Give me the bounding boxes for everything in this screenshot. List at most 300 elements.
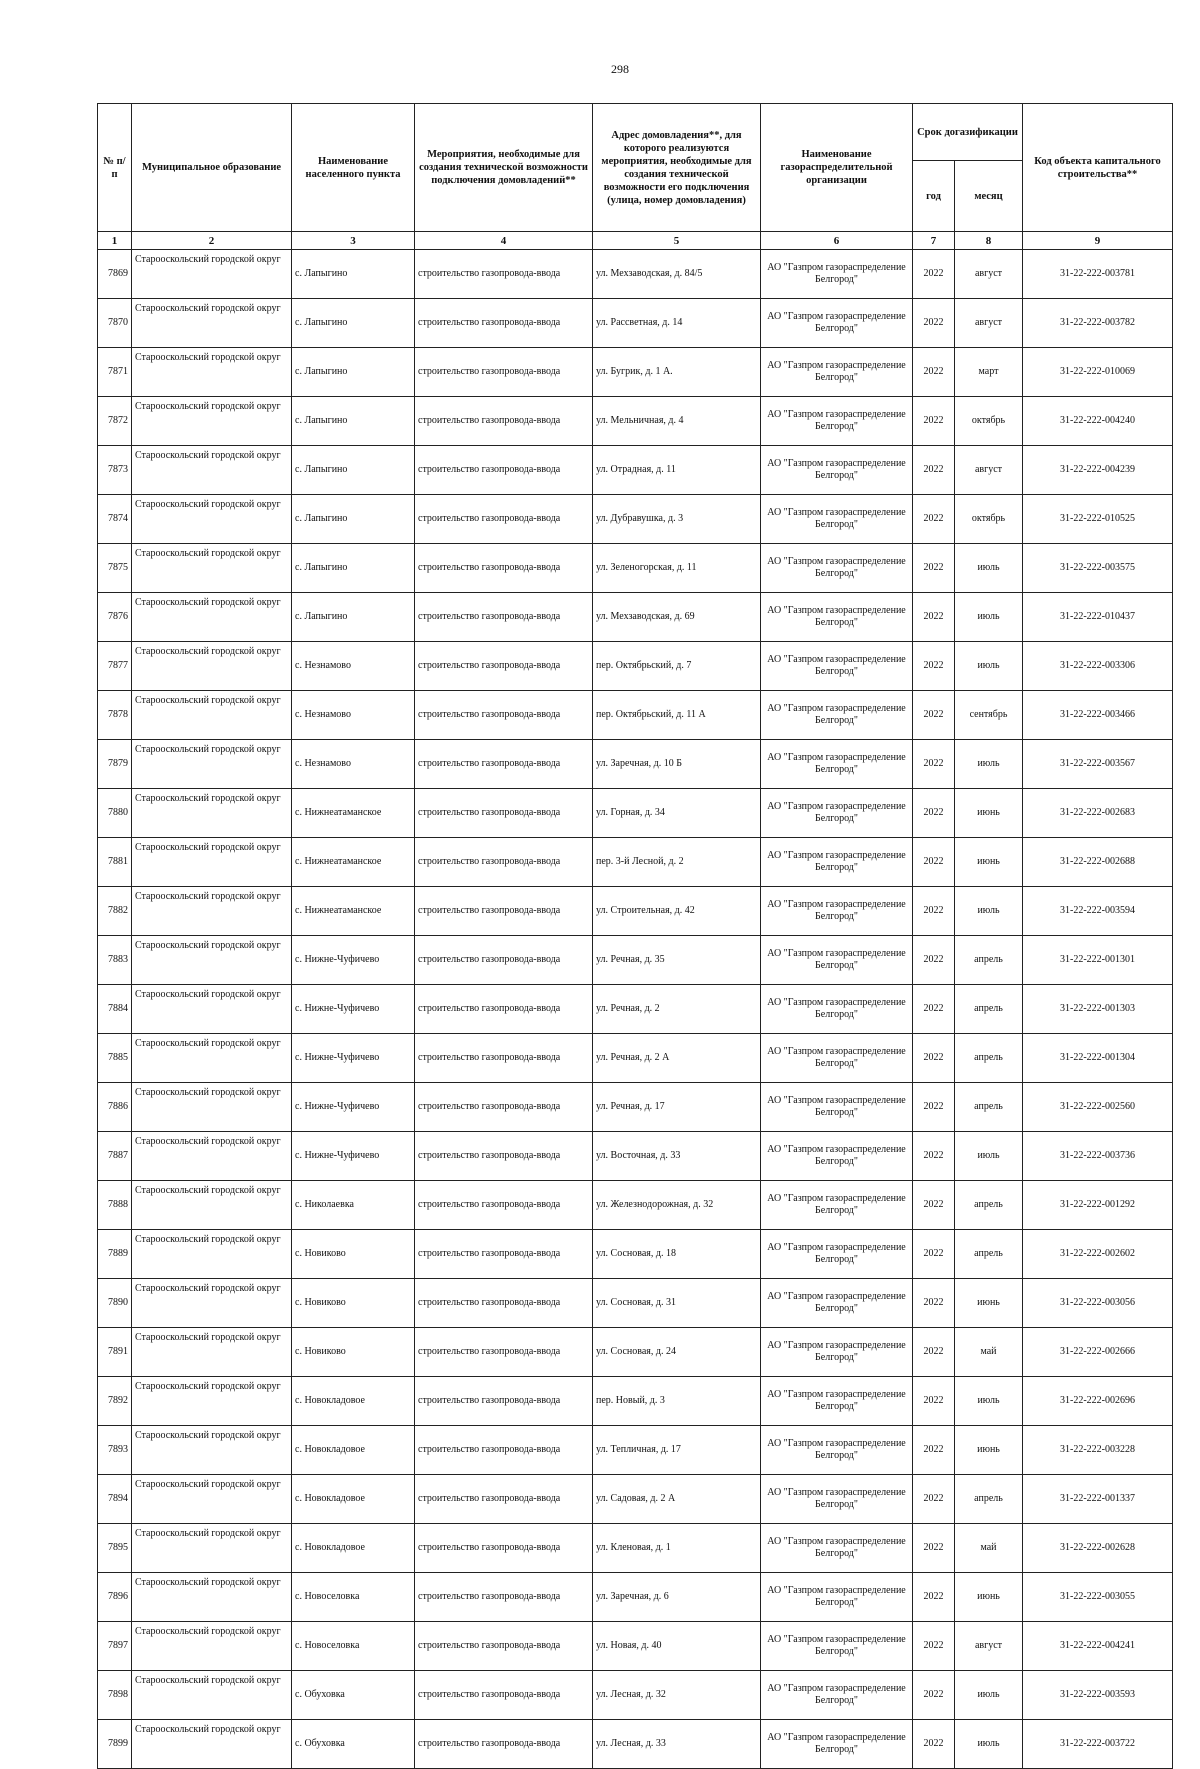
table-row: [98, 1230, 1173, 1279]
settlement-cell: с. Нижнеатаманское: [292, 838, 415, 887]
address-cell: ул. Заречная, д. 6: [593, 1573, 761, 1622]
table-row: [98, 740, 1173, 789]
organization-cell: АО "Газпром газораспределение Белгород": [761, 789, 913, 838]
month-cell: октябрь: [955, 397, 1023, 446]
row-number: 7896: [98, 1573, 132, 1622]
row-number: 7884: [98, 985, 132, 1034]
settlement-cell: с. Новокладовое: [292, 1524, 415, 1573]
year-cell: 2022: [913, 1132, 955, 1181]
organization-cell: АО "Газпром газораспределение Белгород": [761, 544, 913, 593]
table-row: [98, 789, 1173, 838]
month-cell: июль: [955, 1671, 1023, 1720]
works-cell: строительство газопровода-ввода: [415, 936, 593, 985]
column-number: 9: [1023, 232, 1173, 250]
organization-cell: АО "Газпром газораспределение Белгород": [761, 838, 913, 887]
settlement-cell: с. Незнамово: [292, 642, 415, 691]
row-number: 7886: [98, 1083, 132, 1132]
works-cell: строительство газопровода-ввода: [415, 1328, 593, 1377]
table-row: [98, 691, 1173, 740]
organization-cell: АО "Газпром газораспределение Белгород": [761, 1426, 913, 1475]
year-cell: 2022: [913, 1181, 955, 1230]
municipality-cell: Старооскольский городской округ: [132, 1181, 292, 1230]
month-cell: июль: [955, 544, 1023, 593]
table-row: [98, 936, 1173, 985]
address-cell: ул. Рассветная, д. 14: [593, 299, 761, 348]
object-code-cell: 31-22-222-003593: [1023, 1671, 1173, 1720]
object-code-cell: 31-22-222-003228: [1023, 1426, 1173, 1475]
works-cell: строительство газопровода-ввода: [415, 593, 593, 642]
column-number: 5: [593, 232, 761, 250]
organization-cell: АО "Газпром газораспределение Белгород": [761, 887, 913, 936]
object-code-cell: 31-22-222-002628: [1023, 1524, 1173, 1573]
municipality-cell: Старооскольский городской округ: [132, 1083, 292, 1132]
row-number: 7898: [98, 1671, 132, 1720]
organization-cell: АО "Газпром газораспределение Белгород": [761, 299, 913, 348]
object-code-cell: 31-22-222-001303: [1023, 985, 1173, 1034]
table-row: [98, 1377, 1173, 1426]
year-cell: 2022: [913, 397, 955, 446]
year-cell: 2022: [913, 1720, 955, 1769]
address-cell: ул. Речная, д. 2 А: [593, 1034, 761, 1083]
row-number: 7875: [98, 544, 132, 593]
works-cell: строительство газопровода-ввода: [415, 642, 593, 691]
row-number: 7874: [98, 495, 132, 544]
object-code-cell: 31-22-222-003722: [1023, 1720, 1173, 1769]
address-cell: ул. Речная, д. 17: [593, 1083, 761, 1132]
works-cell: строительство газопровода-ввода: [415, 397, 593, 446]
year-cell: 2022: [913, 1279, 955, 1328]
row-number: 7881: [98, 838, 132, 887]
row-number: 7876: [98, 593, 132, 642]
works-cell: строительство газопровода-ввода: [415, 1083, 593, 1132]
object-code-cell: 31-22-222-003306: [1023, 642, 1173, 691]
row-number: 7889: [98, 1230, 132, 1279]
year-cell: 2022: [913, 495, 955, 544]
month-cell: август: [955, 250, 1023, 299]
table-row: [98, 495, 1173, 544]
address-cell: ул. Мехзаводская, д. 84/5: [593, 250, 761, 299]
header-address: Адрес домовладения**, для которого реализуются мероприятия, необходимые для создания технической возможности его подключения (улица, номер домовладения): [593, 104, 761, 232]
settlement-cell: с. Нижне-Чуфичево: [292, 1083, 415, 1132]
row-number: 7888: [98, 1181, 132, 1230]
object-code-cell: 31-22-222-002602: [1023, 1230, 1173, 1279]
organization-cell: АО "Газпром газораспределение Белгород": [761, 642, 913, 691]
address-cell: ул. Лесная, д. 33: [593, 1720, 761, 1769]
object-code-cell: 31-22-222-003056: [1023, 1279, 1173, 1328]
works-cell: строительство газопровода-ввода: [415, 1132, 593, 1181]
organization-cell: АО "Газпром газораспределение Белгород": [761, 1230, 913, 1279]
table-row: [98, 1524, 1173, 1573]
organization-cell: АО "Газпром газораспределение Белгород": [761, 740, 913, 789]
municipality-cell: Старооскольский городской округ: [132, 789, 292, 838]
address-cell: ул. Бугрик, д. 1 А.: [593, 348, 761, 397]
address-cell: пер. 3-й Лесной, д. 2: [593, 838, 761, 887]
object-code-cell: 31-22-222-003736: [1023, 1132, 1173, 1181]
address-cell: ул. Зеленогорская, д. 11: [593, 544, 761, 593]
address-cell: ул. Лесная, д. 32: [593, 1671, 761, 1720]
organization-cell: АО "Газпром газораспределение Белгород": [761, 397, 913, 446]
month-cell: июнь: [955, 838, 1023, 887]
address-cell: ул. Горная, д. 34: [593, 789, 761, 838]
address-cell: ул. Речная, д. 35: [593, 936, 761, 985]
header-deadline: Срок догазификации: [913, 104, 1023, 161]
organization-cell: АО "Газпром газораспределение Белгород": [761, 1671, 913, 1720]
row-number: 7879: [98, 740, 132, 789]
settlement-cell: с. Незнамово: [292, 691, 415, 740]
table-row: [98, 838, 1173, 887]
year-cell: 2022: [913, 887, 955, 936]
address-cell: ул. Кленовая, д. 1: [593, 1524, 761, 1573]
works-cell: строительство газопровода-ввода: [415, 1475, 593, 1524]
settlement-cell: с. Лапыгино: [292, 593, 415, 642]
address-cell: ул. Восточная, д. 33: [593, 1132, 761, 1181]
year-cell: 2022: [913, 593, 955, 642]
column-number-row: [98, 232, 1173, 250]
year-cell: 2022: [913, 1524, 955, 1573]
table-row: [98, 985, 1173, 1034]
municipality-cell: Старооскольский городской округ: [132, 446, 292, 495]
municipality-cell: Старооскольский городской округ: [132, 1279, 292, 1328]
month-cell: август: [955, 446, 1023, 495]
object-code-cell: 31-22-222-001292: [1023, 1181, 1173, 1230]
settlement-cell: с. Новоселовка: [292, 1622, 415, 1671]
municipality-cell: Старооскольский городской округ: [132, 642, 292, 691]
works-cell: строительство газопровода-ввода: [415, 1524, 593, 1573]
works-cell: строительство газопровода-ввода: [415, 495, 593, 544]
table-row: [98, 1034, 1173, 1083]
municipality-cell: Старооскольский городской округ: [132, 1622, 292, 1671]
month-cell: март: [955, 348, 1023, 397]
works-cell: строительство газопровода-ввода: [415, 348, 593, 397]
row-number: 7882: [98, 887, 132, 936]
address-cell: ул. Речная, д. 2: [593, 985, 761, 1034]
row-number: 7871: [98, 348, 132, 397]
settlement-cell: с. Николаевка: [292, 1181, 415, 1230]
municipality-cell: Старооскольский городской округ: [132, 985, 292, 1034]
year-cell: 2022: [913, 1573, 955, 1622]
organization-cell: АО "Газпром газораспределение Белгород": [761, 1622, 913, 1671]
works-cell: строительство газопровода-ввода: [415, 1720, 593, 1769]
table-row: [98, 1475, 1173, 1524]
month-cell: май: [955, 1524, 1023, 1573]
table-row: [98, 250, 1173, 299]
month-cell: июль: [955, 642, 1023, 691]
header-municipality: Муниципальное образование: [132, 104, 292, 232]
object-code-cell: 31-22-222-010437: [1023, 593, 1173, 642]
address-cell: пер. Октябрьский, д. 7: [593, 642, 761, 691]
month-cell: октябрь: [955, 495, 1023, 544]
municipality-cell: Старооскольский городской округ: [132, 1377, 292, 1426]
row-number: 7869: [98, 250, 132, 299]
settlement-cell: с. Новиково: [292, 1230, 415, 1279]
month-cell: сентябрь: [955, 691, 1023, 740]
object-code-cell: 31-22-222-002560: [1023, 1083, 1173, 1132]
settlement-cell: с. Лапыгино: [292, 250, 415, 299]
year-cell: 2022: [913, 789, 955, 838]
year-cell: 2022: [913, 642, 955, 691]
row-number: 7872: [98, 397, 132, 446]
year-cell: 2022: [913, 1377, 955, 1426]
table-row: [98, 1181, 1173, 1230]
municipality-cell: Старооскольский городской округ: [132, 1671, 292, 1720]
object-code-cell: 31-22-222-004241: [1023, 1622, 1173, 1671]
address-cell: ул. Дубравушка, д. 3: [593, 495, 761, 544]
settlement-cell: с. Новокладовое: [292, 1426, 415, 1475]
year-cell: 2022: [913, 1426, 955, 1475]
object-code-cell: 31-22-222-002683: [1023, 789, 1173, 838]
table-body: [98, 250, 1173, 1769]
row-number: 7885: [98, 1034, 132, 1083]
year-cell: 2022: [913, 1083, 955, 1132]
municipality-cell: Старооскольский городской округ: [132, 1328, 292, 1377]
month-cell: июль: [955, 1720, 1023, 1769]
month-cell: апрель: [955, 985, 1023, 1034]
year-cell: 2022: [913, 1622, 955, 1671]
row-number: 7878: [98, 691, 132, 740]
header-num: № п/п: [98, 104, 132, 232]
settlement-cell: с. Новиково: [292, 1279, 415, 1328]
month-cell: август: [955, 1622, 1023, 1671]
object-code-cell: 31-22-222-003466: [1023, 691, 1173, 740]
settlement-cell: с. Новокладовое: [292, 1377, 415, 1426]
row-number: 7877: [98, 642, 132, 691]
year-cell: 2022: [913, 936, 955, 985]
organization-cell: АО "Газпром газораспределение Белгород": [761, 1132, 913, 1181]
address-cell: ул. Отрадная, д. 11: [593, 446, 761, 495]
month-cell: июнь: [955, 1279, 1023, 1328]
month-cell: апрель: [955, 1181, 1023, 1230]
organization-cell: АО "Газпром газораспределение Белгород": [761, 250, 913, 299]
organization-cell: АО "Газпром газораспределение Белгород": [761, 593, 913, 642]
address-cell: ул. Мельничная, д. 4: [593, 397, 761, 446]
municipality-cell: Старооскольский городской округ: [132, 593, 292, 642]
month-cell: апрель: [955, 936, 1023, 985]
table-row: [98, 1573, 1173, 1622]
settlement-cell: с. Нижнеатаманское: [292, 887, 415, 936]
settlement-cell: с. Лапыгино: [292, 397, 415, 446]
address-cell: ул. Строительная, д. 42: [593, 887, 761, 936]
address-cell: ул. Сосновая, д. 24: [593, 1328, 761, 1377]
works-cell: строительство газопровода-ввода: [415, 1181, 593, 1230]
column-number: 4: [415, 232, 593, 250]
table-row: [98, 593, 1173, 642]
month-cell: апрель: [955, 1034, 1023, 1083]
object-code-cell: 31-22-222-002666: [1023, 1328, 1173, 1377]
municipality-cell: Старооскольский городской округ: [132, 348, 292, 397]
address-cell: ул. Сосновая, д. 18: [593, 1230, 761, 1279]
month-cell: июль: [955, 740, 1023, 789]
address-cell: ул. Заречная, д. 10 Б: [593, 740, 761, 789]
row-number: 7893: [98, 1426, 132, 1475]
column-number: 1: [98, 232, 132, 250]
object-code-cell: 31-22-222-001337: [1023, 1475, 1173, 1524]
column-number: 2: [132, 232, 292, 250]
municipality-cell: Старооскольский городской округ: [132, 1426, 292, 1475]
month-cell: апрель: [955, 1475, 1023, 1524]
gasification-table: [97, 103, 1173, 1769]
works-cell: строительство газопровода-ввода: [415, 1426, 593, 1475]
address-cell: пер. Новый, д. 3: [593, 1377, 761, 1426]
row-number: 7897: [98, 1622, 132, 1671]
header-row: [98, 104, 1173, 161]
works-cell: строительство газопровода-ввода: [415, 1377, 593, 1426]
settlement-cell: с. Новоселовка: [292, 1573, 415, 1622]
organization-cell: АО "Газпром газораспределение Белгород": [761, 446, 913, 495]
settlement-cell: с. Нижне-Чуфичево: [292, 1034, 415, 1083]
settlement-cell: с. Лапыгино: [292, 299, 415, 348]
address-cell: ул. Тепличная, д. 17: [593, 1426, 761, 1475]
municipality-cell: Старооскольский городской округ: [132, 1475, 292, 1524]
object-code-cell: 31-22-222-003594: [1023, 887, 1173, 936]
row-number: 7894: [98, 1475, 132, 1524]
object-code-cell: 31-22-222-001304: [1023, 1034, 1173, 1083]
address-cell: ул. Мехзаводская, д. 69: [593, 593, 761, 642]
settlement-cell: с. Нижне-Чуфичево: [292, 1132, 415, 1181]
table-row: [98, 1328, 1173, 1377]
settlement-cell: с. Обуховка: [292, 1720, 415, 1769]
row-number: 7883: [98, 936, 132, 985]
row-number: 7880: [98, 789, 132, 838]
header-month: месяц: [955, 161, 1023, 232]
organization-cell: АО "Газпром газораспределение Белгород": [761, 936, 913, 985]
year-cell: 2022: [913, 838, 955, 887]
month-cell: июль: [955, 593, 1023, 642]
organization-cell: АО "Газпром газораспределение Белгород": [761, 348, 913, 397]
municipality-cell: Старооскольский городской округ: [132, 936, 292, 985]
works-cell: строительство газопровода-ввода: [415, 1622, 593, 1671]
row-number: 7870: [98, 299, 132, 348]
header-settlement: Наименование населенного пункта: [292, 104, 415, 232]
table-row: [98, 397, 1173, 446]
municipality-cell: Старооскольский городской округ: [132, 1573, 292, 1622]
table-row: [98, 348, 1173, 397]
row-number: 7895: [98, 1524, 132, 1573]
works-cell: строительство газопровода-ввода: [415, 1230, 593, 1279]
settlement-cell: с. Нижне-Чуфичево: [292, 985, 415, 1034]
works-cell: строительство газопровода-ввода: [415, 691, 593, 740]
year-cell: 2022: [913, 740, 955, 789]
year-cell: 2022: [913, 1230, 955, 1279]
header-year: год: [913, 161, 955, 232]
works-cell: строительство газопровода-ввода: [415, 1671, 593, 1720]
table-row: [98, 1720, 1173, 1769]
works-cell: строительство газопровода-ввода: [415, 299, 593, 348]
object-code-cell: 31-22-222-010525: [1023, 495, 1173, 544]
object-code-cell: 31-22-222-003055: [1023, 1573, 1173, 1622]
object-code-cell: 31-22-222-002696: [1023, 1377, 1173, 1426]
object-code-cell: 31-22-222-004239: [1023, 446, 1173, 495]
address-cell: ул. Сосновая, д. 31: [593, 1279, 761, 1328]
settlement-cell: с. Лапыгино: [292, 495, 415, 544]
municipality-cell: Старооскольский городской округ: [132, 544, 292, 593]
row-number: 7899: [98, 1720, 132, 1769]
year-cell: 2022: [913, 250, 955, 299]
row-number: 7887: [98, 1132, 132, 1181]
year-cell: 2022: [913, 544, 955, 593]
works-cell: строительство газопровода-ввода: [415, 985, 593, 1034]
organization-cell: АО "Газпром газораспределение Белгород": [761, 691, 913, 740]
organization-cell: АО "Газпром газораспределение Белгород": [761, 1475, 913, 1524]
column-number: 6: [761, 232, 913, 250]
works-cell: строительство газопровода-ввода: [415, 740, 593, 789]
row-number: 7873: [98, 446, 132, 495]
municipality-cell: Старооскольский городской округ: [132, 397, 292, 446]
organization-cell: АО "Газпром газораспределение Белгород": [761, 1279, 913, 1328]
month-cell: июль: [955, 1132, 1023, 1181]
object-code-cell: 31-22-222-003575: [1023, 544, 1173, 593]
organization-cell: АО "Газпром газораспределение Белгород": [761, 495, 913, 544]
settlement-cell: с. Новиково: [292, 1328, 415, 1377]
works-cell: строительство газопровода-ввода: [415, 446, 593, 495]
year-cell: 2022: [913, 299, 955, 348]
table-row: [98, 1132, 1173, 1181]
address-cell: ул. Садовая, д. 2 А: [593, 1475, 761, 1524]
works-cell: строительство газопровода-ввода: [415, 789, 593, 838]
works-cell: строительство газопровода-ввода: [415, 1573, 593, 1622]
year-cell: 2022: [913, 691, 955, 740]
row-number: 7892: [98, 1377, 132, 1426]
municipality-cell: Старооскольский городской округ: [132, 495, 292, 544]
organization-cell: АО "Газпром газораспределение Белгород": [761, 1720, 913, 1769]
year-cell: 2022: [913, 1475, 955, 1524]
works-cell: строительство газопровода-ввода: [415, 887, 593, 936]
table-row: [98, 1426, 1173, 1475]
month-cell: май: [955, 1328, 1023, 1377]
municipality-cell: Старооскольский городской округ: [132, 1132, 292, 1181]
municipality-cell: Старооскольский городской округ: [132, 1524, 292, 1573]
table-row: [98, 299, 1173, 348]
year-cell: 2022: [913, 985, 955, 1034]
month-cell: июнь: [955, 1573, 1023, 1622]
row-number: 7890: [98, 1279, 132, 1328]
table-row: [98, 1622, 1173, 1671]
table-row: [98, 887, 1173, 936]
municipality-cell: Старооскольский городской округ: [132, 299, 292, 348]
works-cell: строительство газопровода-ввода: [415, 544, 593, 593]
settlement-cell: с. Лапыгино: [292, 446, 415, 495]
object-code-cell: 31-22-222-003781: [1023, 250, 1173, 299]
table-row: [98, 1279, 1173, 1328]
address-cell: ул. Железнодорожная, д. 32: [593, 1181, 761, 1230]
works-cell: строительство газопровода-ввода: [415, 1279, 593, 1328]
column-number: 3: [292, 232, 415, 250]
month-cell: июнь: [955, 789, 1023, 838]
header-code: Код объекта капитального строительства**: [1023, 104, 1173, 232]
year-cell: 2022: [913, 1328, 955, 1377]
table-row: [98, 1671, 1173, 1720]
works-cell: строительство газопровода-ввода: [415, 1034, 593, 1083]
municipality-cell: Старооскольский городской округ: [132, 1034, 292, 1083]
month-cell: июль: [955, 1377, 1023, 1426]
settlement-cell: с. Лапыгино: [292, 348, 415, 397]
municipality-cell: Старооскольский городской округ: [132, 250, 292, 299]
municipality-cell: Старооскольский городской округ: [132, 740, 292, 789]
month-cell: апрель: [955, 1230, 1023, 1279]
month-cell: июнь: [955, 1426, 1023, 1475]
object-code-cell: 31-22-222-010069: [1023, 348, 1173, 397]
settlement-cell: с. Обуховка: [292, 1671, 415, 1720]
year-cell: 2022: [913, 1671, 955, 1720]
address-cell: пер. Октябрьский, д. 11 А: [593, 691, 761, 740]
works-cell: строительство газопровода-ввода: [415, 838, 593, 887]
month-cell: июль: [955, 887, 1023, 936]
object-code-cell: 31-22-222-002688: [1023, 838, 1173, 887]
organization-cell: АО "Газпром газораспределение Белгород": [761, 1328, 913, 1377]
column-number: 7: [913, 232, 955, 250]
object-code-cell: 31-22-222-004240: [1023, 397, 1173, 446]
municipality-cell: Старооскольский городской округ: [132, 838, 292, 887]
organization-cell: АО "Газпром газораспределение Белгород": [761, 1524, 913, 1573]
